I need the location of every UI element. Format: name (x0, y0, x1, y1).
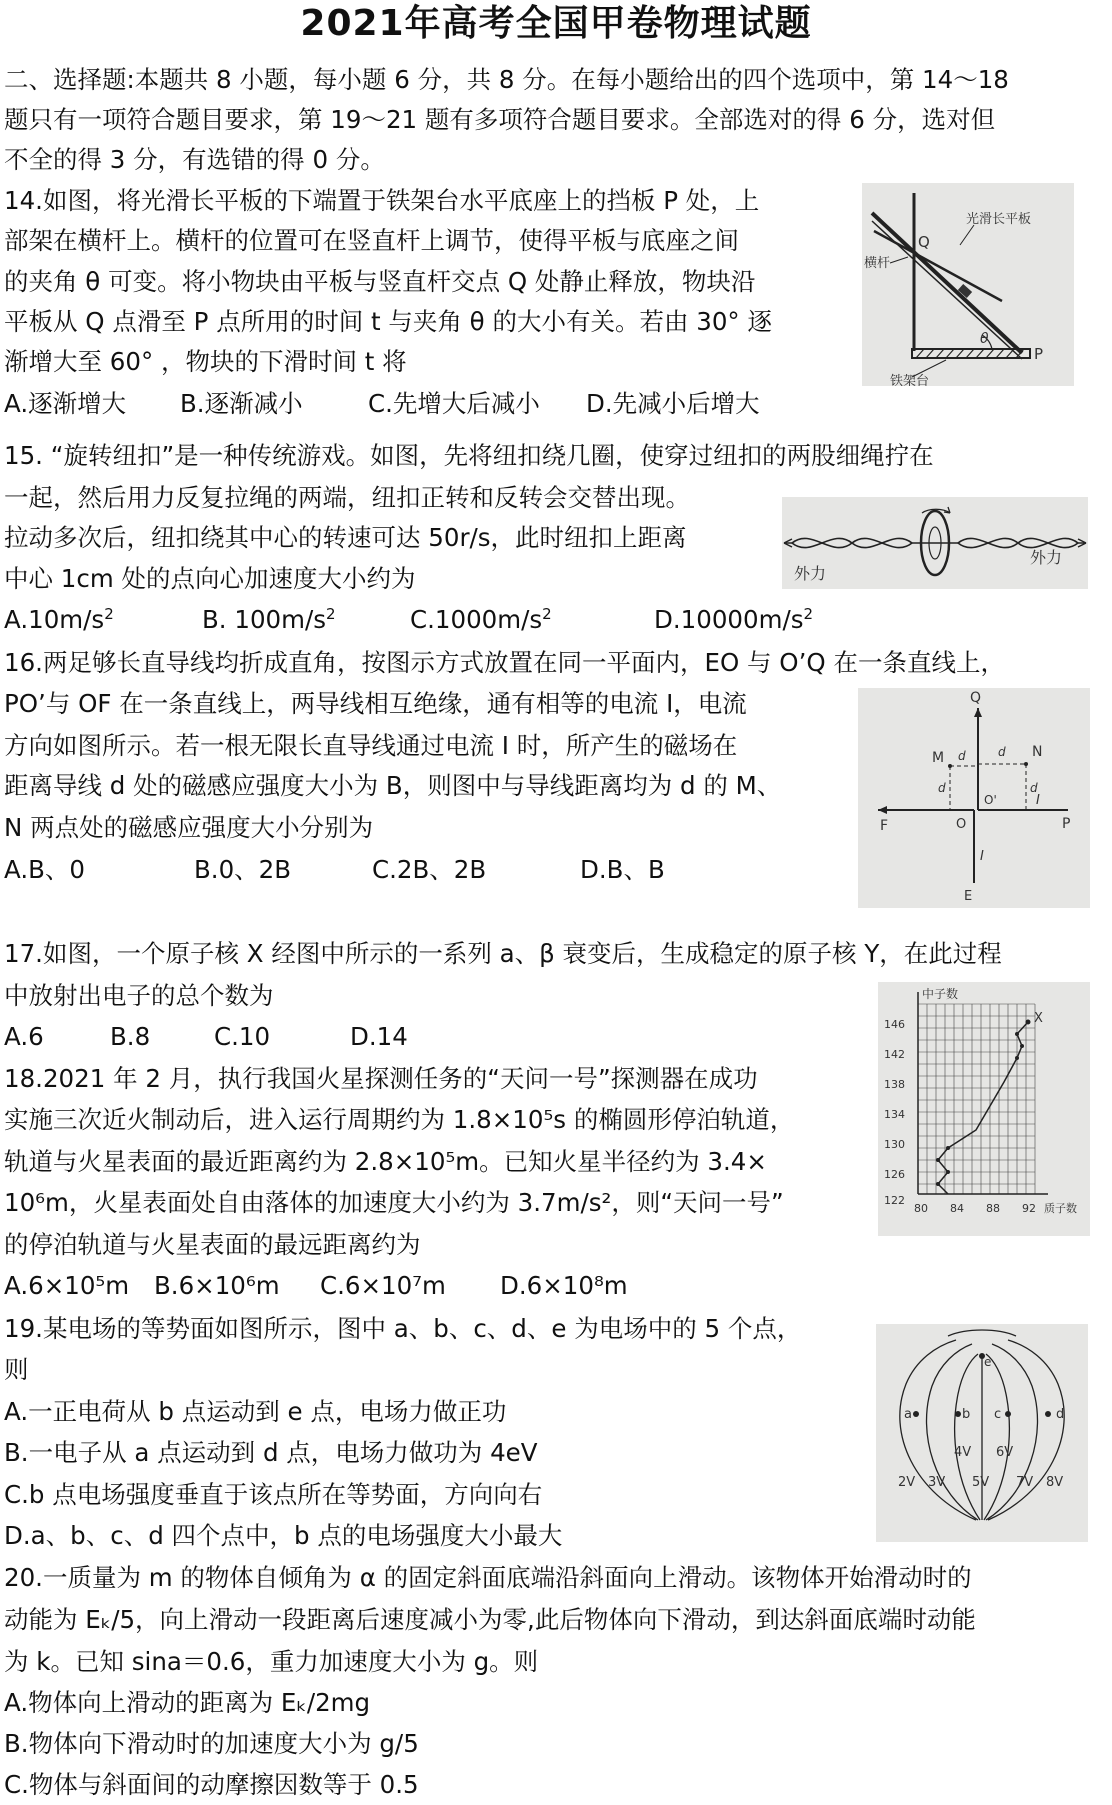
q15-line: 一起，然后用力反复拉绳的两端，纽扣正转和反转会交替出现。 (4, 483, 690, 512)
q14-figure (862, 183, 1074, 386)
q17-fig-ytick: 126 (884, 1168, 905, 1181)
q17-fig-label-x: X (1034, 1011, 1043, 1026)
q20-line: 20.一质量为 m 的物体自倾角为 α 的固定斜面底端沿斜面向上滑动。该物体开始滑动时的 (4, 1563, 972, 1592)
q16-fig-label-n: N (1032, 744, 1043, 760)
q19-figure (876, 1324, 1088, 1542)
q16-fig-label-o-prime: O' (984, 793, 997, 807)
q16-fig-label-f: F (880, 818, 889, 834)
q15-option-a: $A.10m/s^2$ (4, 604, 114, 634)
q17-option-b: B.8 (110, 1022, 151, 1051)
page-title: 2021年高考全国甲卷物理试题 (300, 3, 812, 44)
q18-option-d: D.6×10⁸m (500, 1271, 628, 1300)
q16-fig-label-d: d (938, 781, 946, 795)
q18-line: 18.2021 年 2 月，执行我国火星探测任务的“天问一号”探测器在成功 (4, 1064, 758, 1093)
q14-line: 14.如图，将光滑长平板的下端置于铁架台水平底座上的挡板 P 处，上 (4, 186, 760, 215)
q16-line: 16.两足够长直导线均折成直角，按图示方式放置在同一平面内，EO 与 O’Q 在一条直线上， (4, 648, 1005, 677)
q19-fig-point-d: d (1056, 1407, 1065, 1422)
q19-fig-potential: 3V (928, 1475, 946, 1490)
q19-fig-point-a: a (904, 1407, 912, 1422)
q18-option-c: C.6×10⁷m (320, 1271, 446, 1300)
q17-fig-ylabel: 中子数 (922, 987, 959, 1001)
q17-fig-ytick: 134 (884, 1108, 905, 1121)
q14-option-c: C.先增大后减小 (368, 389, 540, 418)
q19-fig-potential: 6V (996, 1445, 1014, 1460)
q17-fig-xtick: 84 (950, 1202, 964, 1215)
q14-option-b: B.逐渐减小 (180, 389, 303, 418)
q15-line: 中心 1cm 处的点向心加速度大小约为 (4, 564, 416, 593)
q19-fig-point-c: c (994, 1407, 1002, 1422)
section-intro-line: 二、选择题:本题共 8 小题，每小题 6 分，共 8 分。在每小题给出的四个选项中，第 14～18 (4, 65, 1009, 94)
q16-fig-label-m: M (932, 750, 945, 766)
q14-fig-label-crossbar: 横杆 (864, 256, 891, 271)
q17-line: 中放射出电子的总个数为 (4, 981, 274, 1010)
q17-fig-ytick: 138 (884, 1078, 905, 1091)
q16-fig-label-q: Q (970, 690, 982, 706)
q15-line: 拉动多次后，纽扣绕其中心的转速可达 50r/s，此时纽扣上距离 (4, 523, 687, 552)
q17-fig-ytick: 122 (884, 1194, 905, 1207)
q18-line: 的停泊轨道与火星表面的最远距离约为 (4, 1230, 421, 1259)
q18-line: 轨道与火星表面的最近距离约为 2.8×10⁵m。已知火星半径约为 3.4× (4, 1147, 767, 1176)
q17-fig-xtick: 92 (1022, 1202, 1036, 1215)
q19-fig-potential: 7V (1016, 1475, 1034, 1490)
q17-fig-xtick: 80 (914, 1202, 928, 1215)
q14-fig-label-p: P (1034, 345, 1044, 363)
q14-line: 的夹角 θ 可变。将小物块由平板与竖直杆交点 Q 处静止释放，物块沿 (4, 267, 756, 296)
q19-line: 则 (4, 1355, 29, 1384)
q16-option-c: C.2B、2B (372, 855, 487, 884)
q20-option-a: A.物体向上滑动的距离为 Eₖ/2mg (4, 1688, 371, 1717)
q17-fig-ytick: 146 (884, 1018, 905, 1031)
q16-option-d: D.B、B (580, 855, 665, 884)
q15-figure (782, 497, 1088, 589)
q16-line: 距离导线 d 处的磁感应强度大小为 B，则图中与导线距离均为 d 的 M、 (4, 771, 782, 800)
q18-option-b: B.6×10⁶m (154, 1271, 280, 1300)
q16-fig-label-d: d (1030, 781, 1038, 795)
q15-fig-label-force-right: 外力 (1030, 548, 1063, 567)
q20-option-b: B.物体向下滑动时的加速度大小为 g/5 (4, 1729, 419, 1758)
q17-fig-xtick: 88 (986, 1202, 1000, 1215)
q17-line: 17.如图，一个原子核 X 经图中所示的一系列 a、β 衰变后，生成稳定的原子核 Y，在此过程 (4, 939, 1002, 968)
q19-fig-potential: 5V (972, 1475, 990, 1490)
q17-fig-ytick: 130 (884, 1138, 905, 1151)
q16-fig-label-i: I (1036, 793, 1040, 808)
q20-line: 为 k。已知 sina＝0.6，重力加速度大小为 g。则 (4, 1647, 539, 1676)
q14-fig-label-theta: θ (980, 331, 989, 347)
q17-option-a: A.6 (4, 1022, 44, 1051)
q15-option-d: $D.10000m/s^2$ (654, 604, 814, 634)
q16-fig-label-i: I (980, 849, 984, 864)
q16-line: PO’与 OF 在一条直线上，两导线相互绝缘，通有相等的电流 I，电流 (4, 689, 747, 718)
q17-option-d: D.14 (350, 1022, 408, 1051)
q17-fig-ytick: 142 (884, 1048, 905, 1061)
q16-line: 方向如图所示。若一根无限长直导线通过电流 I 时，所产生的磁场在 (4, 731, 738, 760)
q15-option-c: $C.1000m/s^2$ (410, 604, 552, 634)
q19-fig-potential: 2V (898, 1475, 916, 1490)
q14-line: 渐增大至 60° ，物块的下滑时间 t 将 (4, 347, 407, 376)
q15-option-b: B. $100m/s^2$ (202, 604, 336, 634)
q15-fig-label-force-left: 外力 (794, 564, 827, 583)
q18-line: 实施三次近火制动后，进入运行周期约为 1.8×10⁵s 的椭圆形停泊轨道， (4, 1105, 795, 1134)
q17-fig-xlabel: 质子数 (1044, 1202, 1077, 1215)
q16-figure (858, 688, 1090, 908)
q16-option-b: B.0、2B (194, 855, 292, 884)
q16-fig-label-e: E (964, 889, 973, 904)
q14-line: 部架在横杆上。横杆的位置可在竖直杆上调节，使得平板与底座之间 (4, 226, 739, 255)
section-intro-line: 不全的得 3 分，有选错的得 0 分。 (4, 145, 385, 174)
q20-option-c: C.物体与斜面间的动摩擦因数等于 0.5 (4, 1770, 419, 1799)
q18-option-a: A.6×10⁵m (4, 1271, 130, 1300)
q19-fig-potential: 8V (1046, 1475, 1064, 1490)
q14-option-d: D.先减小后增大 (586, 389, 760, 418)
q19-fig-point-e: e (984, 1355, 992, 1369)
q16-fig-label-o: O (956, 817, 967, 832)
q16-fig-label-d: d (958, 749, 966, 763)
q20-line: 动能为 Eₖ/5，向上滑动一段距离后速度减小为零,此后物体向下滑动，到达斜面底端时动能 (4, 1605, 976, 1634)
q19-option-a: A.一正电荷从 b 点运动到 e 点，电场力做正功 (4, 1397, 507, 1426)
q16-option-a: A.B、0 (4, 855, 86, 884)
q14-line: 平板从 Q 点滑至 P 点所用的时间 t 与夹角 θ 的大小有关。若由 30° 逐 (4, 307, 772, 336)
q19-option-b: B.一电子从 a 点运动到 d 点，电场力做功为 4eV (4, 1438, 538, 1467)
q14-fig-label-q: Q (918, 233, 930, 251)
q15-line: 15. “旋转纽扣”是一种传统游戏。如图，先将纽扣绕几圈，使穿过纽扣的两股细绳拧在 (4, 441, 934, 470)
q19-option-d: D.a、b、c、d 四个点中，b 点的电场强度大小最大 (4, 1521, 563, 1550)
q16-fig-label-d: d (998, 745, 1006, 759)
q14-option-a: A.逐渐增大 (4, 389, 127, 418)
q17-figure (878, 982, 1090, 1236)
q16-line: N 两点处的磁感应强度大小分别为 (4, 813, 374, 842)
section-intro-line: 题只有一项符合题目要求，第 19～21 题有多项符合题目要求。全部选对的得 6 分，选对但 (4, 105, 996, 134)
q14-fig-label-plank: 光滑长平板 (966, 212, 1032, 227)
q19-fig-potential: 4V (954, 1445, 972, 1460)
q14-fig-label-stand: 铁架台 (890, 374, 930, 386)
q19-line: 19.某电场的等势面如图所示，图中 a、b、c、d、e 为电场中的 5 个点， (4, 1314, 802, 1343)
q16-fig-label-p: P (1062, 816, 1071, 832)
q18-line: 10⁶m，火星表面处自由落体的加速度大小约为 3.7m/s²，则“天问一号” (4, 1188, 784, 1217)
q19-option-c: C.b 点电场强度垂直于该点所在等势面，方向向右 (4, 1480, 543, 1509)
q19-fig-point-b: b (962, 1407, 971, 1422)
q17-option-c: C.10 (214, 1022, 271, 1051)
